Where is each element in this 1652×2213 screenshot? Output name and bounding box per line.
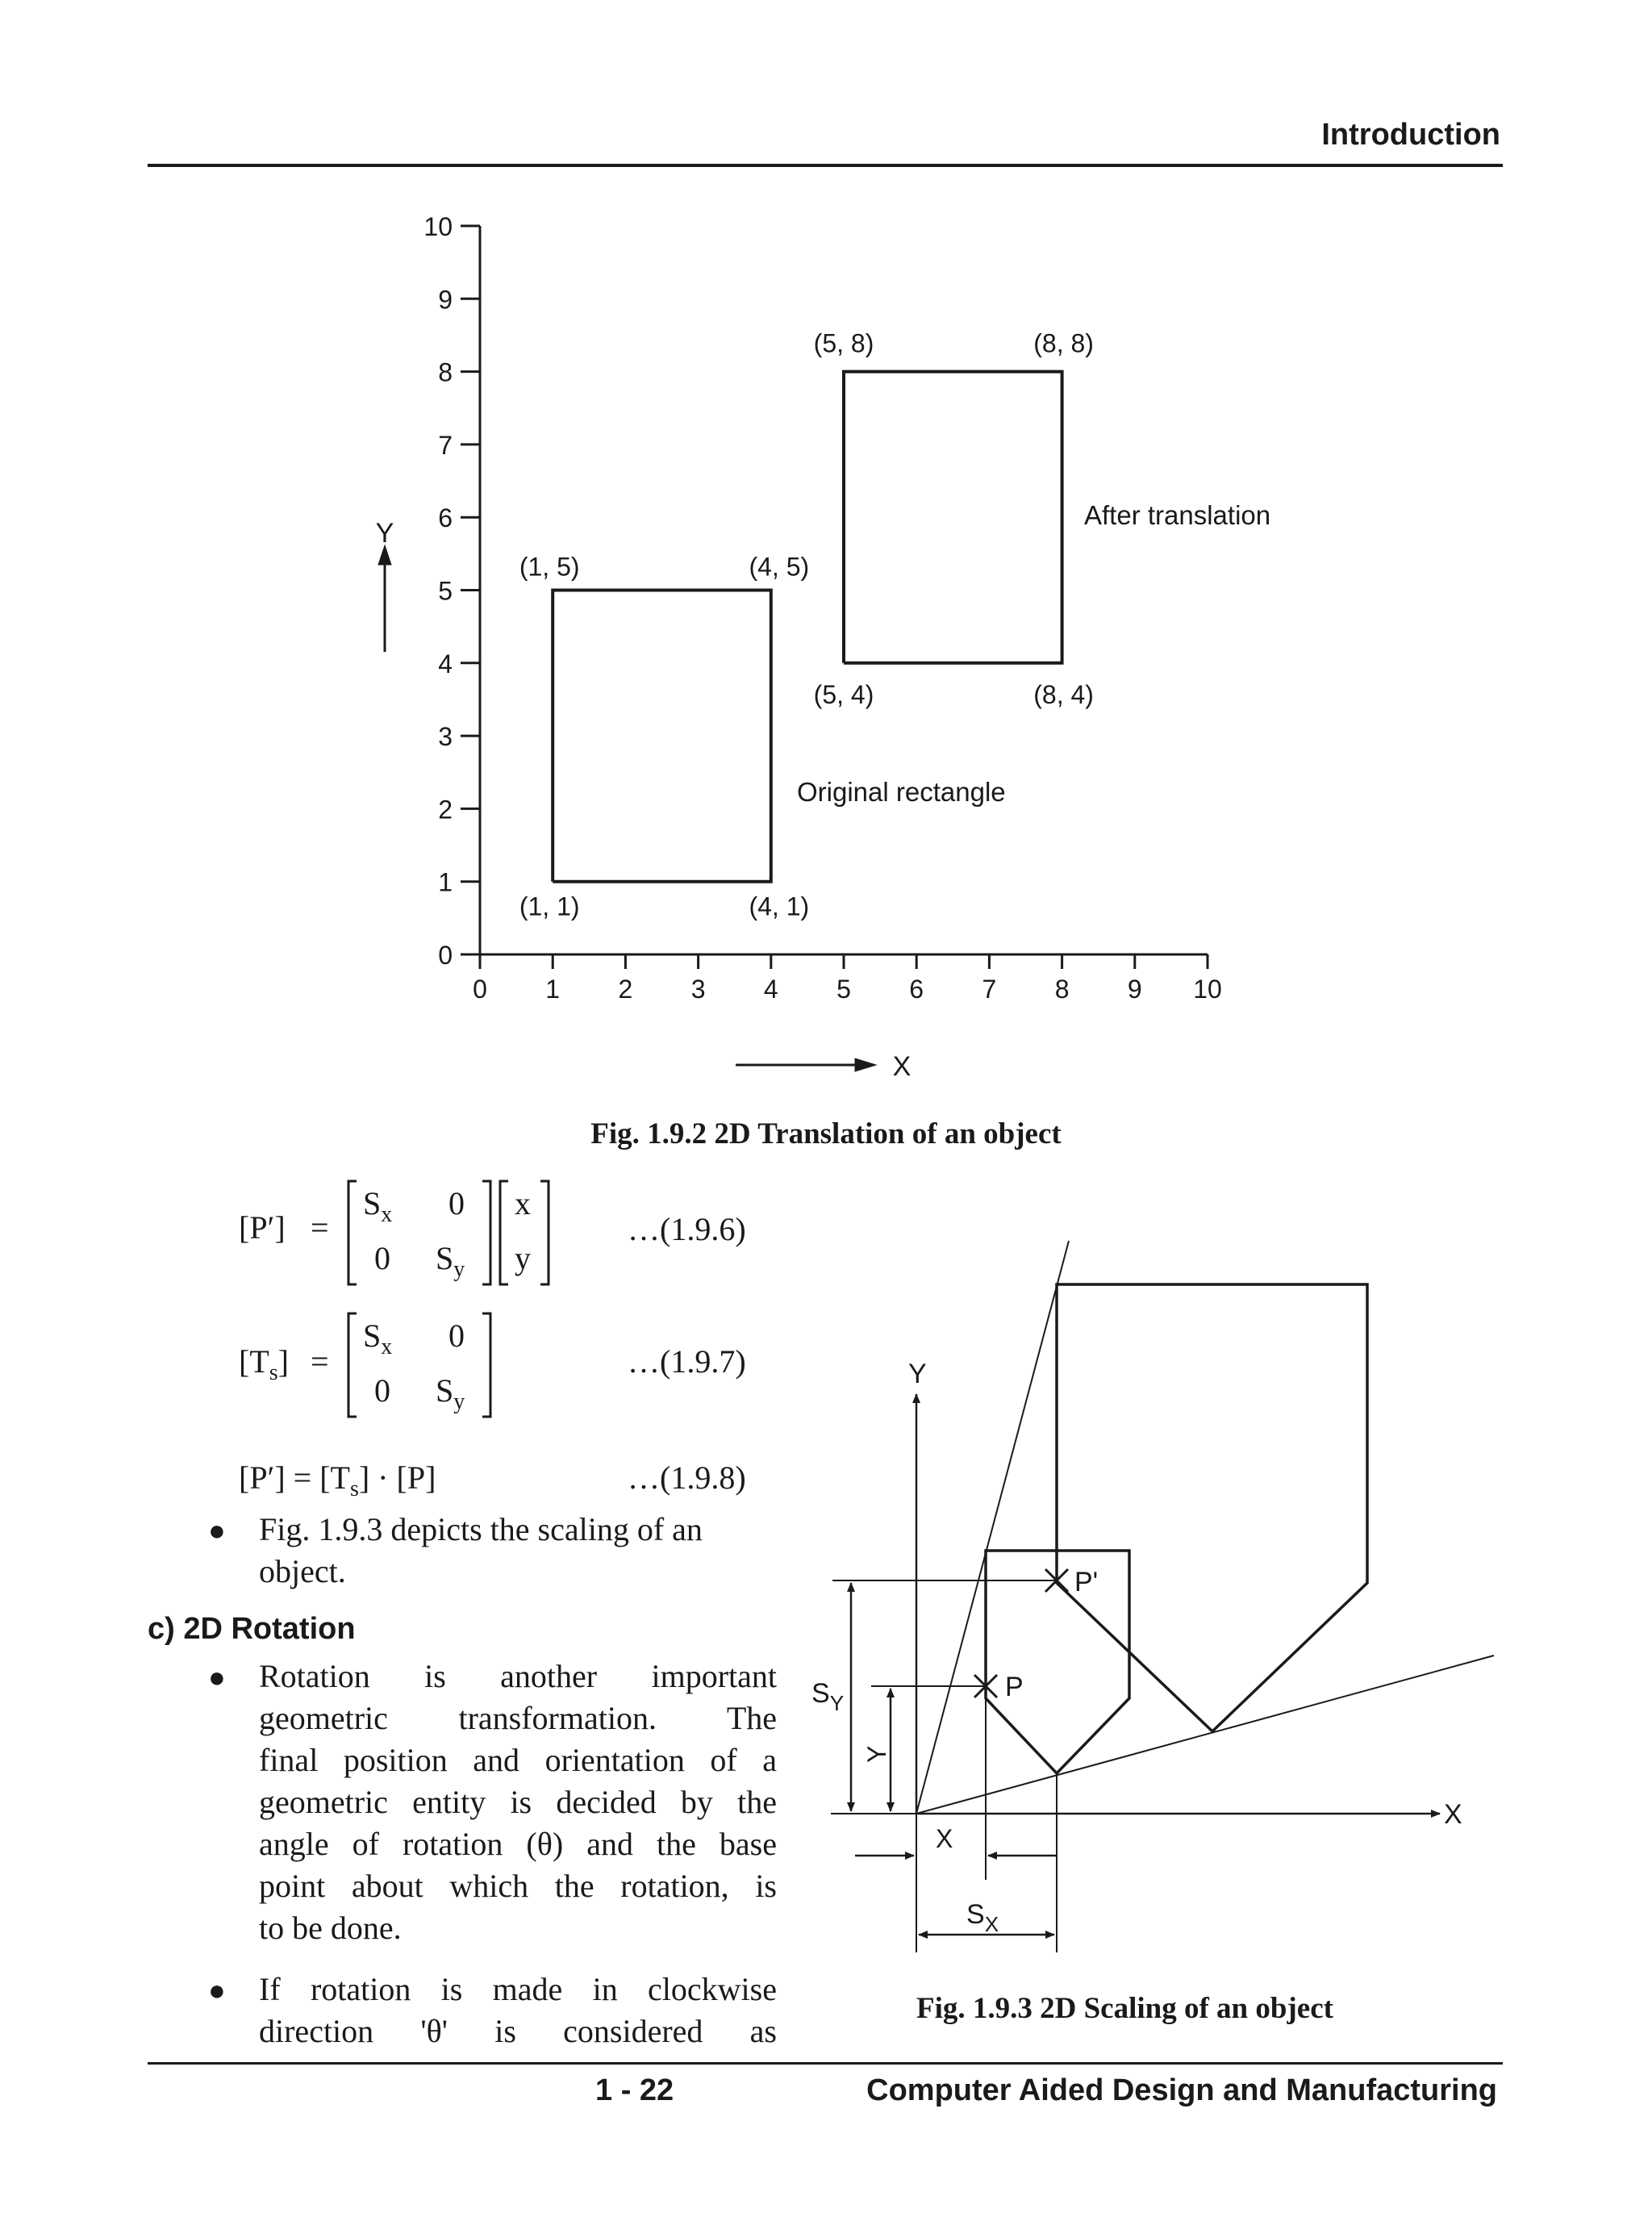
bullet-clockwise-paragraph [259,1969,777,2052]
equations-block [0,1178,807,1517]
bullet-dot: ● [208,1514,226,1547]
bullet-rotation-paragraph [259,1656,777,1949]
translation-figure [0,0,1652,1097]
eq-1-9-7-number: …(1.9.7) [628,1343,746,1380]
p-prime-label: P' [1074,1567,1099,1597]
p-label: P [1005,1672,1024,1702]
book-title: Computer Aided Design and Manufacturing [866,2073,1497,2107]
footer-rule [148,2062,1503,2065]
text-line: point about which the rotation, is [259,1868,777,1904]
bullet-scaling-text: Fig. 1.9.3 depicts the scaling of an object. [259,1511,703,1589]
original-rectangle [553,591,771,882]
eq-1-9-7-lhs: $[T_s]$ [239,1343,289,1385]
y-tick-label: 9 [438,285,453,315]
eq-1-9-6-lhs: [P′] [239,1209,286,1246]
eq-1-9-7-m21: 0 [374,1372,390,1409]
eq-1-9-6-equals: = [311,1209,329,1246]
original-rectangle-label: Original rectangle [797,777,1006,807]
eq-1-9-7-equals: = [311,1343,329,1380]
y-tick-label: 0 [438,941,453,970]
corner-label: (8, 4) [1033,679,1094,709]
y-tick-label: 4 [438,649,453,679]
x-dimension-label: X [936,1824,953,1853]
x-tick-label: 0 [473,975,487,1004]
running-header: Introduction [1321,118,1500,152]
sx-label: $S_X$ [966,1899,999,1936]
corner-label: (8, 8) [1033,328,1094,358]
eq-1-9-7-m12: 0 [448,1317,465,1354]
translated-rectangle [844,372,1062,663]
x-direction-arrowhead [855,1058,876,1071]
x-axis-label: X [892,1051,912,1082]
ray-line [916,1656,1494,1814]
y-tick-label: 2 [438,795,453,825]
y-tick-label: 6 [438,503,453,533]
x-tick-label: 10 [1193,975,1222,1004]
eq-1-9-6-m21: 0 [374,1240,390,1276]
scaling-figure [807,1226,1533,1969]
text-line: Rotation is another important [259,1658,777,1694]
page-number: 1 - 22 [595,2073,674,2107]
x-tick-label: 1 [545,975,561,1004]
y-dimension-label: Y [862,1745,891,1763]
y-tick-label: 8 [438,357,453,387]
eq-1-9-6-m11: $S_x$ [363,1185,393,1227]
eq-1-9-6-m22: $S_y$ [436,1240,465,1282]
ray-line [916,1241,1069,1814]
x-tick-label: 6 [909,975,924,1004]
x-axis-label: X [1444,1799,1462,1830]
corner-label: (1, 1) [519,891,580,921]
section-heading-2d-rotation: c) 2D Rotation [148,1612,356,1646]
x-tick-label: 7 [982,975,997,1004]
eq-1-9-6-v2: y [515,1240,531,1276]
eq-1-9-6-v1: x [515,1185,531,1221]
corner-label: (5, 4) [813,679,874,709]
text-line: geometric entity is decided by the [259,1784,777,1820]
text-line: angle of rotation (θ) and the base [259,1826,777,1862]
text-line: to be done. [259,1910,402,1946]
text-line: final position and orientation of a [259,1742,777,1778]
sy-label: $S_Y$ [811,1678,845,1715]
y-tick-label: 3 [438,722,453,752]
text-line: If rotation is made in clockwise [259,1971,777,2007]
scaled-object [1057,1284,1367,1731]
eq-1-9-7-m11: $S_x$ [363,1317,393,1359]
x-tick-label: 3 [690,975,706,1004]
bullet-dot: ● [208,1661,226,1693]
eq-1-9-8-number: …(1.9.8) [628,1459,746,1496]
fig-1-9-3-caption: Fig. 1.9.3 2D Scaling of an object [916,1992,1333,2025]
y-tick-label: 1 [438,867,453,897]
corner-label: (4, 5) [749,552,810,582]
y-tick-label: 7 [438,430,453,460]
y-tick-label: 5 [438,576,453,606]
x-tick-label: 5 [836,975,851,1004]
x-tick-label: 2 [618,975,633,1004]
x-tick-label: 9 [1127,975,1142,1004]
corner-label: (5, 8) [813,328,874,358]
text-line: direction 'θ' is considered as [259,2013,777,2049]
translated-rectangle-label: After translation [1084,500,1271,530]
eq-1-9-7-m22: $S_y$ [436,1372,465,1414]
x-tick-label: 8 [1054,975,1070,1004]
y-axis-label: Y [375,518,394,549]
corner-label: (4, 1) [749,891,810,921]
y-tick-label: 10 [423,212,453,241]
x-tick-label: 4 [763,975,778,1004]
eq-1-9-6-m12: 0 [448,1185,465,1221]
bullet-dot: ● [208,1974,226,2006]
eq-1-9-6-number: …(1.9.6) [628,1211,746,1247]
corner-label: (1, 5) [519,552,580,582]
y-axis-label: Y [908,1359,927,1389]
eq-1-9-8: $[P'] = [T_s] \cdot [P]$ [239,1459,436,1501]
fig-1-9-2-caption: Fig. 1.9.2 2D Translation of an object [590,1117,1062,1150]
text-line: geometric transformation. The [259,1700,777,1736]
